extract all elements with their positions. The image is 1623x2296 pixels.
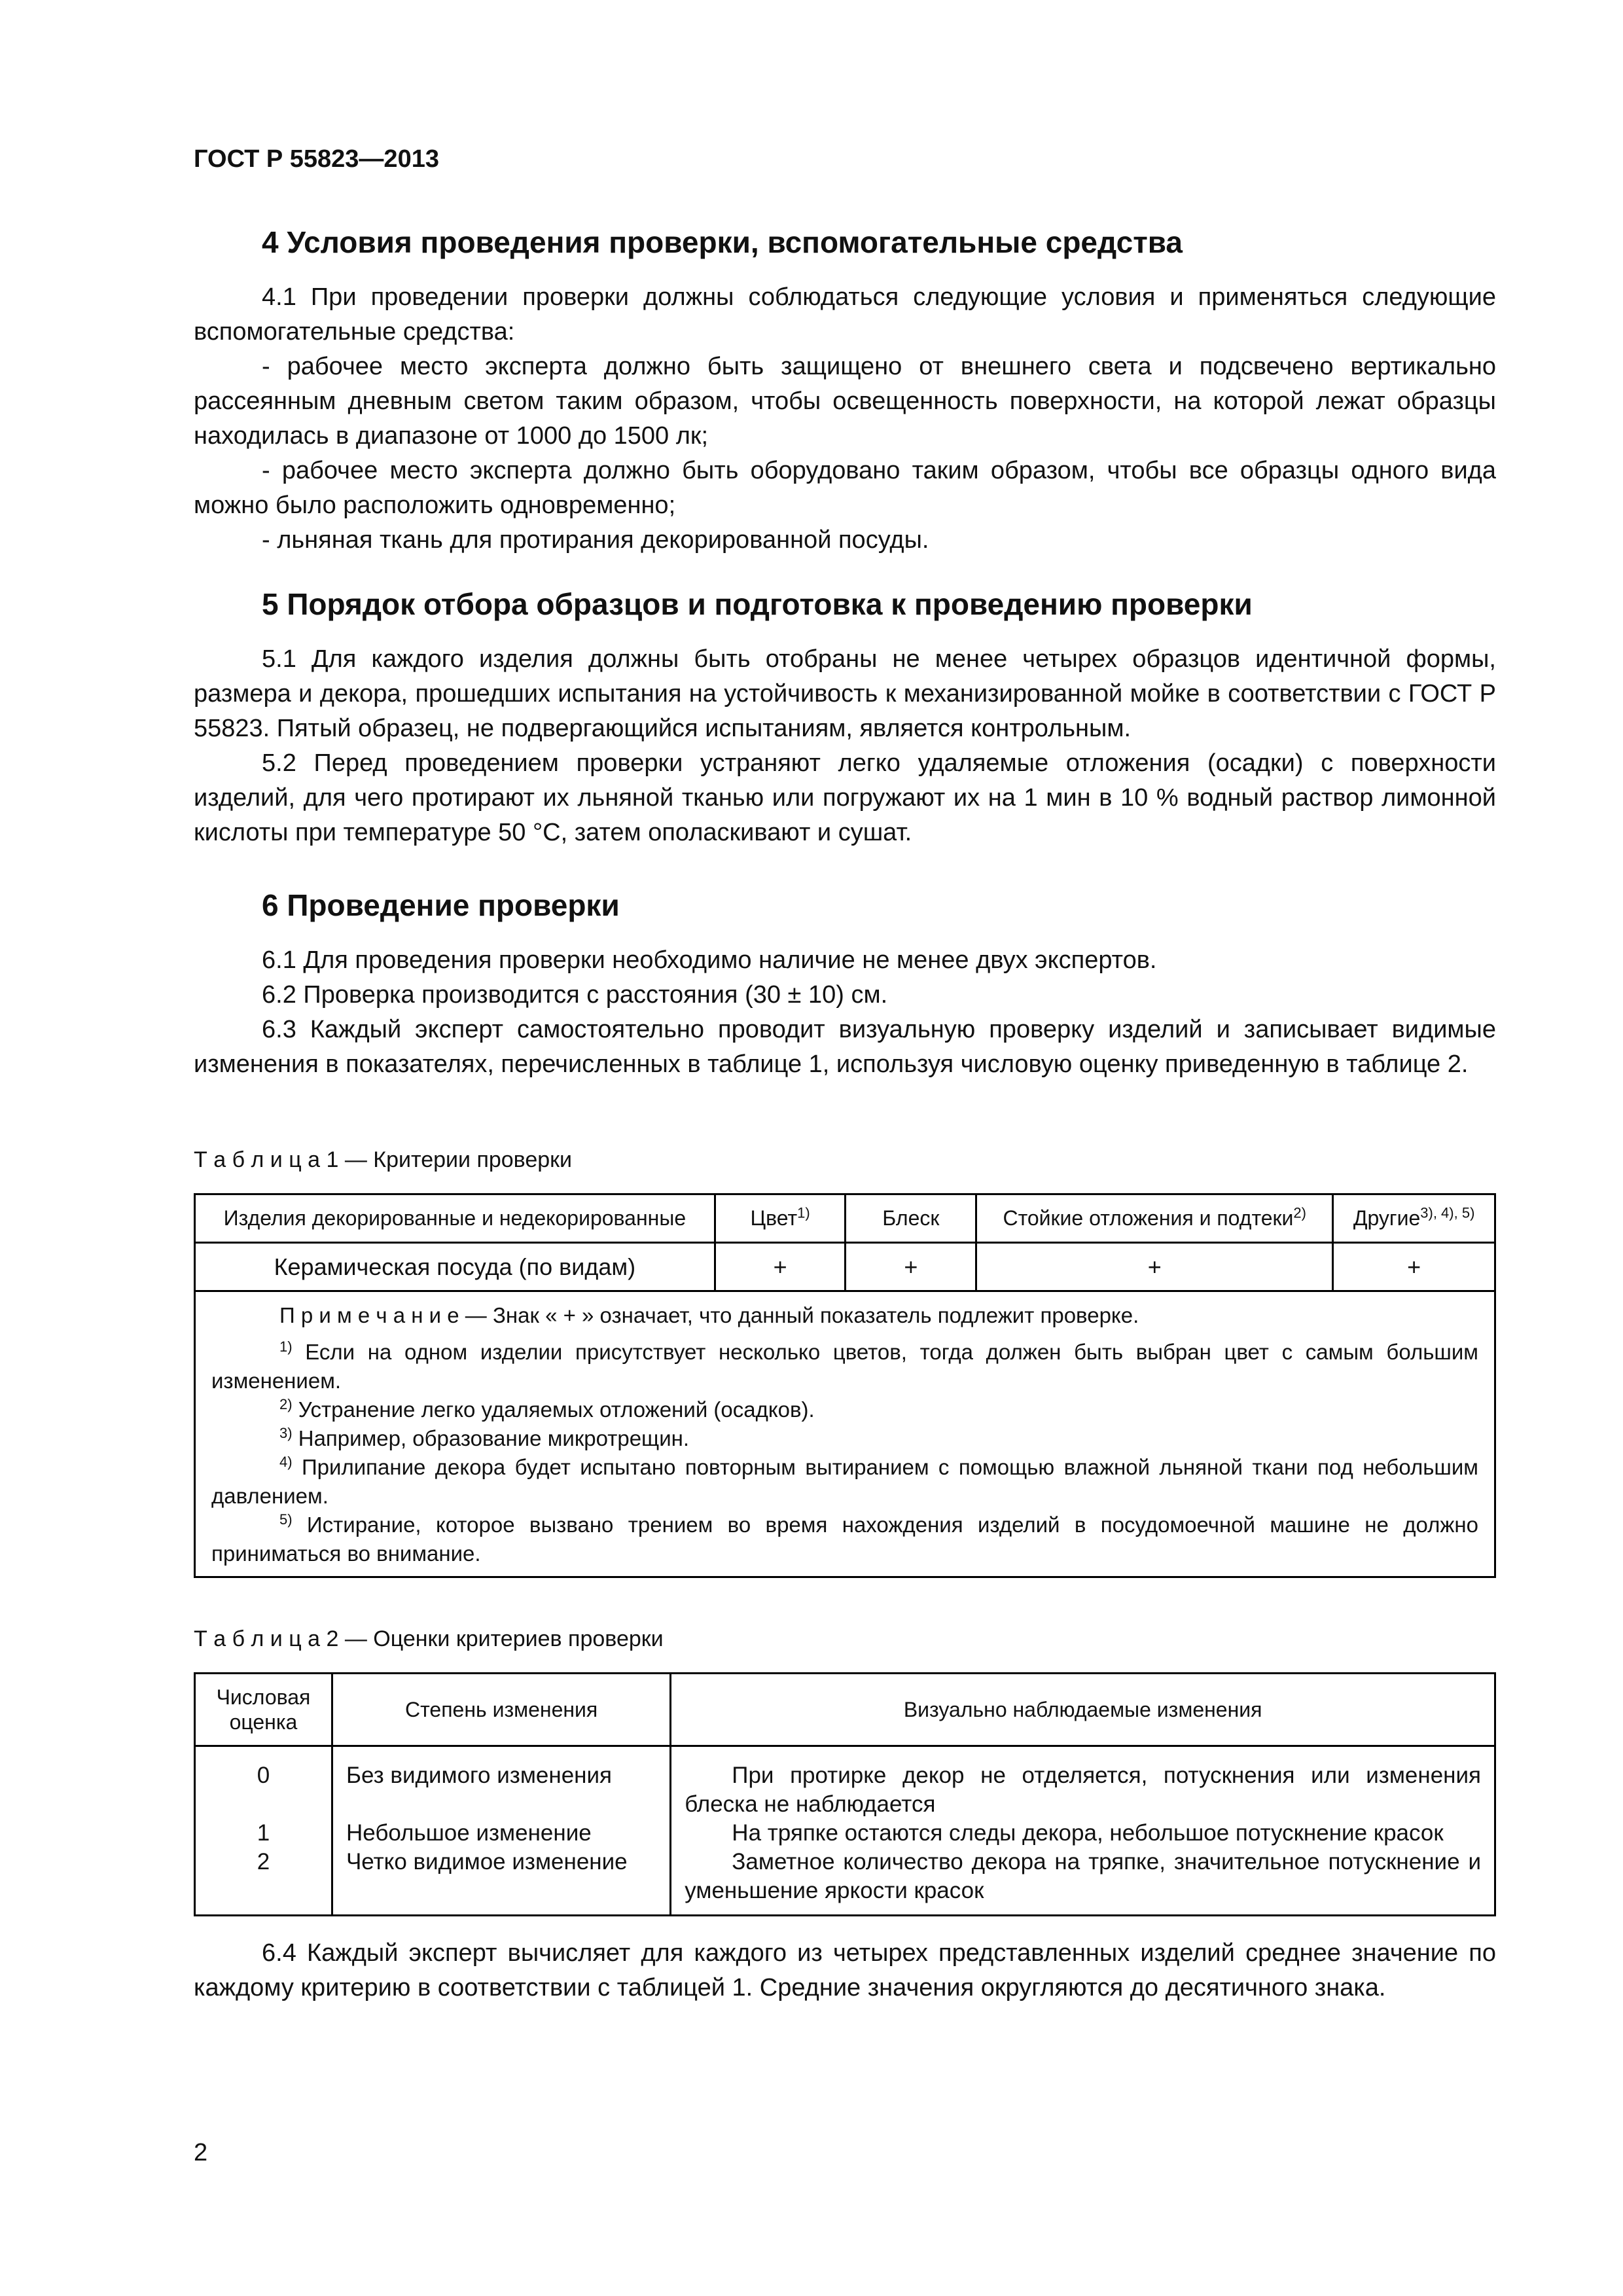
table-1-row bbox=[195, 1243, 1495, 1291]
table-1-header-cell: Стойкие отложения и подтеки$^{2)}$ bbox=[976, 1194, 1333, 1243]
table-1-caption bbox=[194, 1147, 1496, 1173]
footnote-1: $^{1)}$ Если на одном изделии присутствует несколько цветов, тогда должен быть выбран цвет с самым большим изменением. bbox=[211, 1338, 1478, 1393]
table-2-descriptions bbox=[671, 1746, 1495, 1916]
table-1-cell: Керамическая посуда (по видам) bbox=[195, 1243, 715, 1291]
section-5 bbox=[194, 584, 1496, 850]
section-6-cont bbox=[194, 1936, 1496, 2005]
table-2-header-cell: Визуально наблюдаемые изменения bbox=[671, 1674, 1495, 1746]
para-4-1: 4.1 При проведении проверки должны соблюдаться следующие условия и применяться следующие вспомогательные средства: bbox=[194, 283, 1496, 346]
table-2-caption bbox=[194, 1626, 1496, 1652]
score-2: 2 bbox=[257, 1849, 270, 1874]
section-5-title: 5 Порядок отбора образцов и подготовка к проведению проверки bbox=[262, 587, 1253, 621]
table-1-header-cell: Цвет$^{1)}$ bbox=[715, 1194, 846, 1243]
table-2-body-row bbox=[195, 1746, 1495, 1916]
table-2-caption-label: Т а б л и ц а 2 bbox=[194, 1626, 339, 1651]
degree-0: Без видимого изменения bbox=[346, 1763, 612, 1788]
table-1-header-row bbox=[195, 1194, 1495, 1243]
degree-1: Небольшое изменение bbox=[346, 1820, 592, 1846]
para-6-1: 6.1 Для проведения проверки необходимо наличие не менее двух экспертов. bbox=[262, 946, 1157, 974]
para-4-1-item-1: - рабочее место эксперта должно быть защищено от внешнего света и подсвечено вертикально рассеянным дневным светом таким образом, чтобы освещенность поверхности, на которой лежат образцы находилась в диапазоне от 1000 до 1500 лк; bbox=[194, 353, 1496, 450]
para-6-4: 6.4 Каждый эксперт вычисляет для каждого из четырех представленных изделий среднее значение по каждому критерию в соответствии с таблицей 1. Средние значения округляются до десятичного знака. bbox=[194, 1939, 1496, 2001]
para-6-2: 6.2 Проверка производится с расстояния (30 ± 10) см. bbox=[262, 981, 888, 1009]
desc-0: При протирке декор не отделяется, потускнения или изменения блеска не наблюдается bbox=[685, 1763, 1481, 1817]
para-6-3: 6.3 Каждый эксперт самостоятельно проводит визуальную проверку изделий и записывает видимые изменения в показателях, перечисленных в таблице 1, используя числовую оценку приведенную в таблице 2. bbox=[194, 1016, 1496, 1078]
table-1-header-cell: Другие$^{3), 4), 5)}$ bbox=[1333, 1194, 1495, 1243]
table-1-caption-label: Т а б л и ц а 1 bbox=[194, 1147, 339, 1172]
table-2-header-cell: Степень изменения bbox=[332, 1674, 670, 1746]
footnote-2: $^{2)}$ Устранение легко удаляемых отложений (осадков). bbox=[279, 1396, 815, 1422]
table-2-header-cell: Числовая оценка bbox=[195, 1674, 332, 1746]
table-1-header-cell: Блеск bbox=[846, 1194, 976, 1243]
table-1-cell: + bbox=[715, 1243, 846, 1291]
footnote-4: $^{4)}$ Прилипание декора будет испытано повторным вытиранием с помощью влажной льняной ткани под небольшим давлением. bbox=[211, 1454, 1478, 1508]
section-4-title: 4 Условия проведения проверки, вспомогательные средства bbox=[262, 225, 1183, 259]
section-4 bbox=[194, 223, 1496, 558]
section-6-title: 6 Проведение проверки bbox=[262, 888, 620, 922]
para-4-1-item-3: - льняная ткань для протирания декорированной посуды. bbox=[262, 526, 929, 554]
footnote-5: $^{5)}$ Истирание, которое вызвано трением во время нахождения изделий в посудомоечной машине не должно приниматься во внимание. bbox=[211, 1511, 1478, 1566]
document-header: ГОСТ Р 55823—2013 bbox=[194, 145, 439, 173]
degree-2: Четко видимое изменение bbox=[346, 1849, 628, 1874]
table-1-notes-row bbox=[195, 1291, 1495, 1577]
table-1-caption-text: — Критерии проверки bbox=[338, 1147, 573, 1172]
table-1-cell: + bbox=[1333, 1243, 1495, 1291]
table-1-header-cell: Изделия декорированные и недекорированные bbox=[195, 1194, 715, 1243]
desc-2: Заметное количество декора на тряпке, значительное потускнение и уменьшение яркости красок bbox=[685, 1849, 1481, 1903]
para-4-1-item-2: - рабочее место эксперта должно быть оборудовано таким образом, чтобы все образцы одного вида можно было расположить одновременно; bbox=[194, 457, 1496, 519]
table-2 bbox=[194, 1672, 1496, 1916]
score-0: 0 bbox=[257, 1763, 270, 1788]
table-2-degrees bbox=[332, 1746, 670, 1916]
desc-1: На тряпке остаются следы декора, небольшое потускнение красок bbox=[732, 1820, 1444, 1846]
table-1-notes bbox=[195, 1291, 1495, 1577]
para-5-1: 5.1 Для каждого изделия должны быть отобраны не менее четырех образцов идентичной формы, размера и декора, прошедших испытания на устойчивость к механизированной мойке в соответствии с ГОСТ Р 55823. Пятый образец, не подвергающийся испытаниям, является контрольным. bbox=[194, 645, 1496, 742]
table-2-caption-text: — Оценки критериев проверки bbox=[338, 1626, 664, 1651]
table-2-scores bbox=[195, 1746, 332, 1916]
score-1: 1 bbox=[257, 1820, 270, 1846]
table-1-note: П р и м е ч а н и е — Знак « + » означает, что данный показатель подлежит проверке. bbox=[279, 1303, 1139, 1327]
footnote-3: $^{3)}$ Например, образование микротрещин. bbox=[279, 1425, 690, 1450]
page-number: 2 bbox=[194, 2139, 208, 2166]
table-1-cell: + bbox=[976, 1243, 1333, 1291]
para-5-2: 5.2 Перед проведением проверки устраняют легко удаляемые отложения (осадки) с поверхности изделий, для чего протирают их льняной тканью или погружают их на 1 мин в 10 % водный раствор лимонной кислоты при температуре 50 °С, затем ополаскивают и сушат. bbox=[194, 749, 1496, 846]
table-2-header-row bbox=[195, 1674, 1495, 1746]
section-6 bbox=[194, 886, 1496, 1082]
table-1-cell: + bbox=[846, 1243, 976, 1291]
table-1 bbox=[194, 1193, 1496, 1578]
